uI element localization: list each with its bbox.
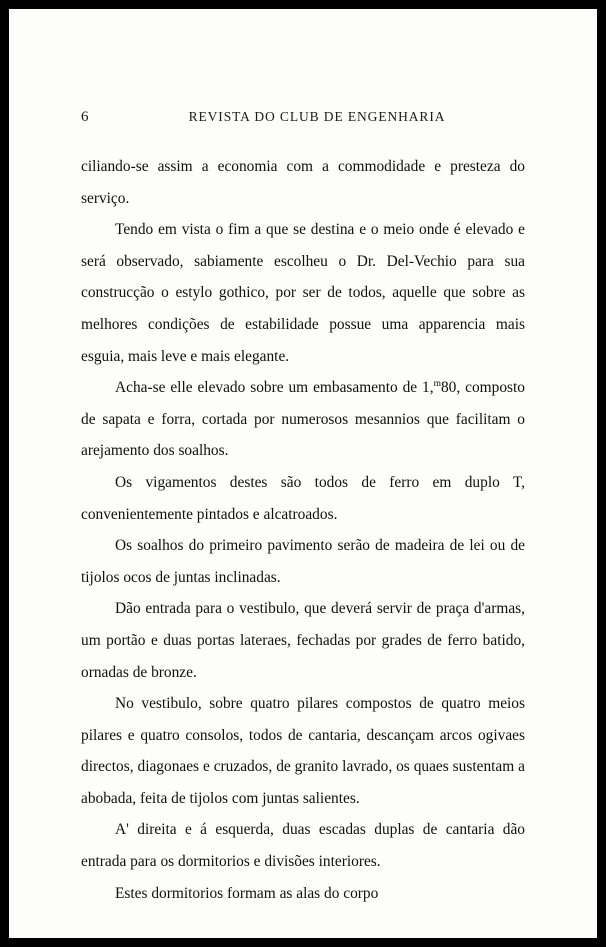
paragraph: Os soalhos do primeiro pavimento serão de madeira de lei ou de tijolos ocos de juntas inclinadas. (81, 537, 525, 586)
paragraph: Os vigamentos destes são todos de ferro em duplo T, convenientemente pintados e alcatroados. (81, 473, 525, 523)
paragraph: ciliando-se assim a economia com a commodidade e presteza do serviço. (81, 158, 525, 207)
paragraph: A' direita e á esquerda, duas escadas duplas de cantaria dão entrada para os dormitorios e divisões interiores. (81, 821, 525, 871)
page-header (9, 109, 597, 126)
paragraph: Acha-se elle elevado sobre um embasamento de 1,$^m$80, composto de sapata e forra, cortada por numerosos mesannios que facilitam o arejamento dos soalhos. (81, 379, 525, 460)
paragraph: Estes dormitorios formam as alas do corpo (115, 884, 379, 902)
body-text-column (81, 151, 525, 909)
paragraph: Tendo em vista o fim a que se destina e o meio onde é elevado e será observado, sabiamente escolheu o Dr. Del-Vechio para sua construcção o estylo gothico, por ser de todos, aquelle que sobre as melhores condições de estabilidade possue uma apparencia mais esguia, mais leve e mais elegante. (81, 221, 525, 365)
page-number: 6 (81, 109, 89, 125)
page-surface (9, 9, 597, 938)
paragraph: Dão entrada para o vestibulo, que deverá servir de praça d'armas, um portão e duas portas lateraes, fechadas por grades de ferro batido, ornadas de bronze. (81, 600, 525, 681)
paragraph: No vestibulo, sobre quatro pilares compostos de quatro meios pilares e quatro consolos, todos de cantaria, descançam arcos ogivaes directos, diagonaes e cruzados, de granito lavrado, os quaes sustentam a abobada, feita de tijolos com juntas salientes. (81, 695, 525, 807)
running-head: REVISTA DO CLUB DE ENGENHARIA (188, 109, 446, 124)
